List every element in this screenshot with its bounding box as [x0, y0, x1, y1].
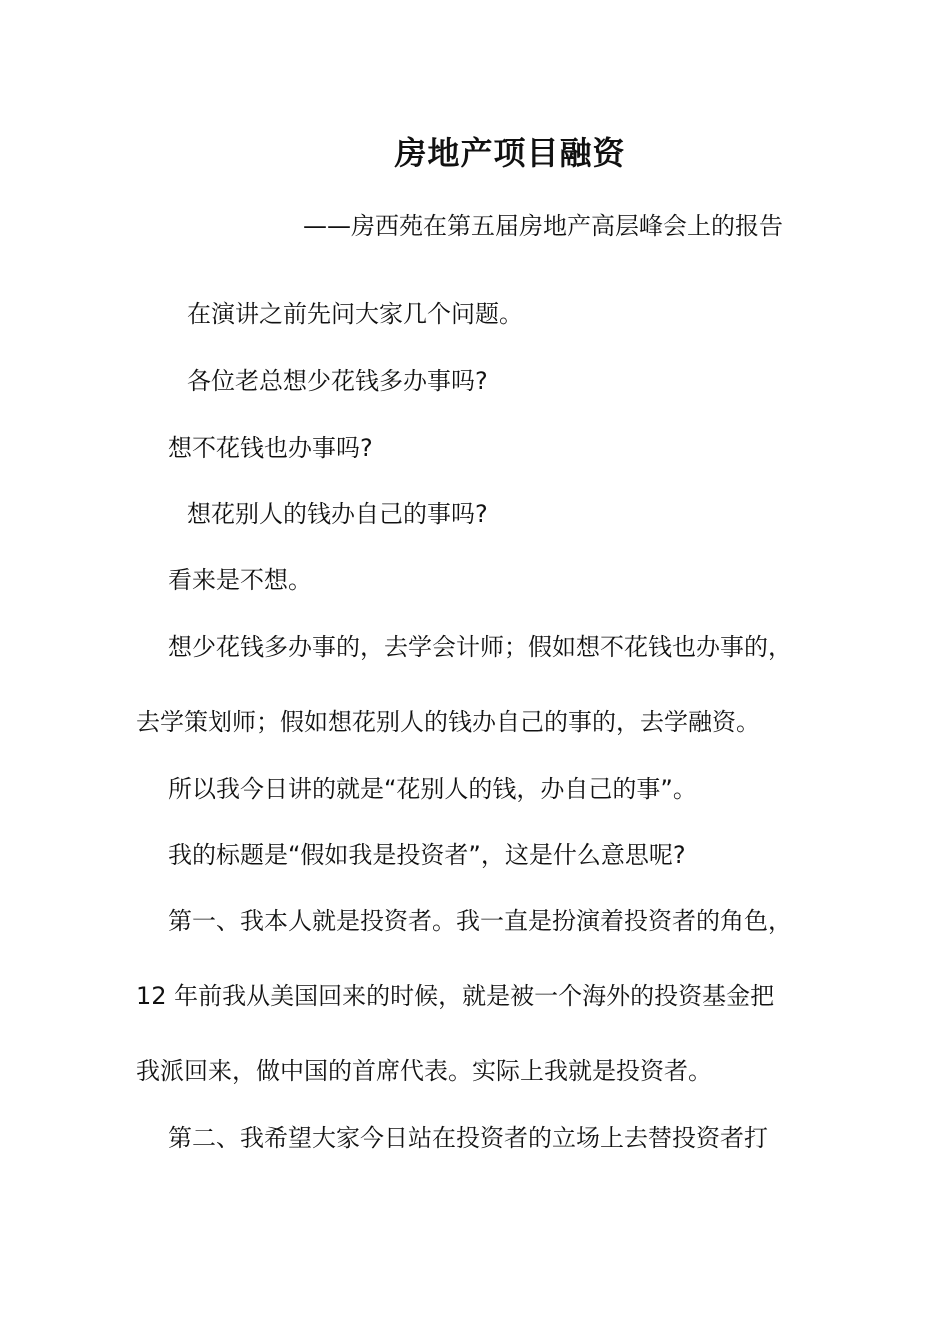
- paragraph-line: 所以我今日讲的就是“花别人的钱，办自己的事”。: [168, 775, 697, 803]
- paragraph-line: 看来是不想。: [168, 566, 312, 594]
- paragraph-line: 第二、我希望大家今日站在投资者的立场上去替投资者打: [168, 1124, 768, 1152]
- paragraph-line: 各位老总想少花钱多办事吗?: [187, 367, 488, 395]
- paragraph-line: 想不花钱也办事吗?: [168, 434, 373, 462]
- document-subtitle: ——房西苑在第五届房地产高层峰会上的报告: [303, 212, 783, 240]
- paragraph-line: 12 年前我从美国回来的时候，就是被一个海外的投资基金把: [136, 982, 775, 1010]
- document-title: 房地产项目融资: [394, 134, 626, 172]
- paragraph-line: 想少花钱多办事的，去学会计师；假如想不花钱也办事的，: [168, 633, 792, 661]
- paragraph-line: 我的标题是“假如我是投资者”，这是什么意思呢?: [168, 841, 686, 869]
- paragraph-line: 在演讲之前先问大家几个问题。: [187, 300, 523, 328]
- paragraph-line: 想花别人的钱办自己的事吗?: [187, 500, 488, 528]
- paragraph-line: 去学策划师；假如想花别人的钱办自己的事的，去学融资。: [136, 708, 760, 736]
- paragraph-line: 第一、我本人就是投资者。我一直是扮演着投资者的角色，: [168, 907, 792, 935]
- paragraph-line: 我派回来，做中国的首席代表。实际上我就是投资者。: [136, 1057, 712, 1085]
